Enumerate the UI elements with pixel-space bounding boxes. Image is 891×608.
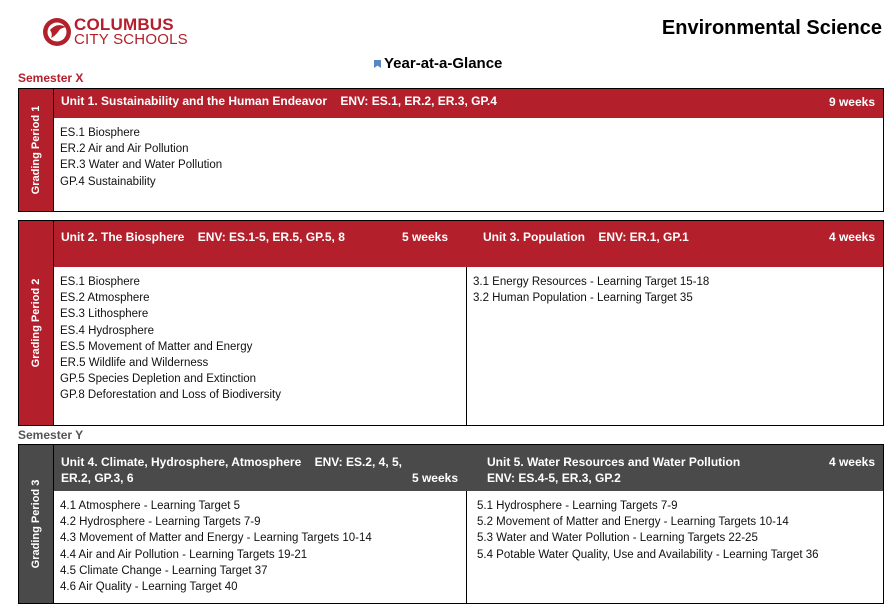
unit-4-header-line-1 — [61, 454, 459, 470]
unit-4-standards-a: ENV: ES.2, 4, 5, — [314, 455, 402, 469]
grading-period-1-block — [18, 88, 884, 212]
unit-2-topic-list — [60, 274, 281, 404]
unit-3-header — [466, 221, 883, 267]
unit-3-title: Unit 3. Population — [483, 230, 585, 244]
list-item: ER.2 Air and Air Pollution — [60, 143, 189, 156]
semester-y-label: Semester Y — [18, 428, 84, 442]
unit-2-duration: 5 weeks — [401, 230, 448, 244]
unit-4-standards-b: ER.2, GP.3, 6 — [61, 471, 134, 485]
grading-period-3-label: Grading Period 3 — [30, 479, 42, 569]
unit-1-duration: 9 weeks — [828, 95, 875, 109]
list-item: GP.4 Sustainability — [60, 175, 156, 188]
logo-mark-icon — [42, 16, 72, 48]
list-item: 3.2 Human Population - Learning Target 35 — [473, 292, 693, 305]
unit-2-header — [54, 221, 466, 267]
grading-period-3-sidebar — [19, 445, 53, 603]
unit-2-standards: ENV: ES.1-5, ER.5, GP.5, 8 — [197, 230, 345, 244]
list-item: ER.5 Wildlife and Wilderness — [60, 357, 209, 370]
unit-3-standards: ENV: ER.1, GP.1 — [598, 230, 689, 244]
grading-period-1-label: Grading Period 1 — [30, 105, 42, 195]
unit-1-title: Unit 1. Sustainability and the Human Endeavor — [61, 94, 328, 108]
list-item: ES.5 Movement of Matter and Energy — [60, 340, 253, 353]
unit-4-header-line-2 — [61, 470, 459, 486]
bookmark-icon — [374, 60, 381, 68]
grading-period-3-block — [18, 444, 884, 604]
list-item: GP.8 Deforestation and Loss of Biodiversity — [60, 389, 281, 402]
list-item: 4.1 Atmosphere - Learning Target 5 — [60, 500, 241, 512]
list-item: ES.3 Lithosphere — [60, 308, 149, 321]
unit-2-title: Unit 2. The Biosphere — [61, 230, 185, 244]
unit-4-title: Unit 4. Climate, Hydrosphere, Atmosphere — [61, 455, 302, 469]
unit-3-duration: 4 weeks — [828, 230, 875, 244]
list-item: 5.2 Movement of Matter and Energy - Learning Targets 10-14 — [477, 516, 789, 529]
unit-2-3-divider — [466, 267, 467, 425]
grading-period-2-panels — [53, 221, 883, 425]
unit-4-duration: 5 weeks — [411, 471, 458, 485]
unit-5-duration: 4 weeks — [828, 455, 875, 469]
grading-period-1-sidebar — [19, 89, 53, 211]
subject-title: Environmental Science — [661, 17, 882, 39]
grading-period-2-block — [18, 220, 884, 426]
list-item: 4.2 Hydrosphere - Learning Targets 7-9 — [60, 516, 261, 529]
unit-1-panel — [53, 89, 883, 211]
unit-3-topic-list — [473, 274, 709, 306]
unit-4-5-divider — [466, 491, 467, 603]
list-item: 4.6 Air Quality - Learning Target 40 — [60, 581, 238, 594]
semester-x-label: Semester X — [18, 71, 84, 85]
list-item: 5.1 Hydrosphere - Learning Targets 7-9 — [477, 500, 678, 512]
unit-5-topic-list — [477, 498, 819, 563]
unit-5-title: Unit 5. Water Resources and Water Pollution — [487, 455, 741, 469]
grading-period-2-label: Grading Period 2 — [30, 278, 42, 368]
list-item: ER.3 Water and Water Pollution — [60, 159, 223, 172]
list-item: 5.3 Water and Water Pollution - Learning Targets 22-25 — [477, 532, 758, 545]
unit-4-topic-list — [60, 498, 372, 595]
logo-line-1: COLUMBUS — [74, 15, 174, 34]
list-item: ES.1 Biosphere — [60, 127, 140, 139]
grading-period-3-panels — [53, 445, 883, 603]
columbus-city-schools-logo — [42, 16, 202, 50]
list-item: GP.5 Species Depletion and Extinction — [60, 373, 257, 386]
list-item: 4.4 Air and Air Pollution - Learning Targets 19-21 — [60, 548, 308, 561]
unit-1-header — [54, 89, 883, 118]
list-item: 4.5 Climate Change - Learning Target 37 — [60, 564, 268, 577]
grading-period-2-sidebar — [19, 221, 53, 425]
list-item: 5.4 Potable Water Quality, Use and Availability - Learning Target 36 — [477, 548, 819, 561]
list-item: ES.2 Atmosphere — [60, 292, 150, 305]
unit-5-header — [466, 445, 883, 491]
document-title-text: Year-at-a-Glance — [384, 55, 503, 72]
list-item: 4.3 Movement of Matter and Energy - Learning Targets 10-14 — [60, 532, 372, 545]
document-title — [374, 55, 502, 72]
unit-1-topic-list — [60, 125, 222, 190]
logo-line-2: CITY SCHOOLS — [74, 31, 188, 48]
list-item: ES.4 Hydrosphere — [60, 324, 154, 337]
unit-5-standards: ENV: ES.4-5, ER.3, GP.2 — [487, 471, 621, 485]
list-item: 3.1 Energy Resources - Learning Target 15-18 — [473, 276, 710, 288]
list-item: ES.1 Biosphere — [60, 276, 140, 288]
unit-1-standards: ENV: ES.1, ER.2, ER.3, GP.4 — [340, 94, 497, 108]
unit-4-header — [54, 445, 466, 491]
